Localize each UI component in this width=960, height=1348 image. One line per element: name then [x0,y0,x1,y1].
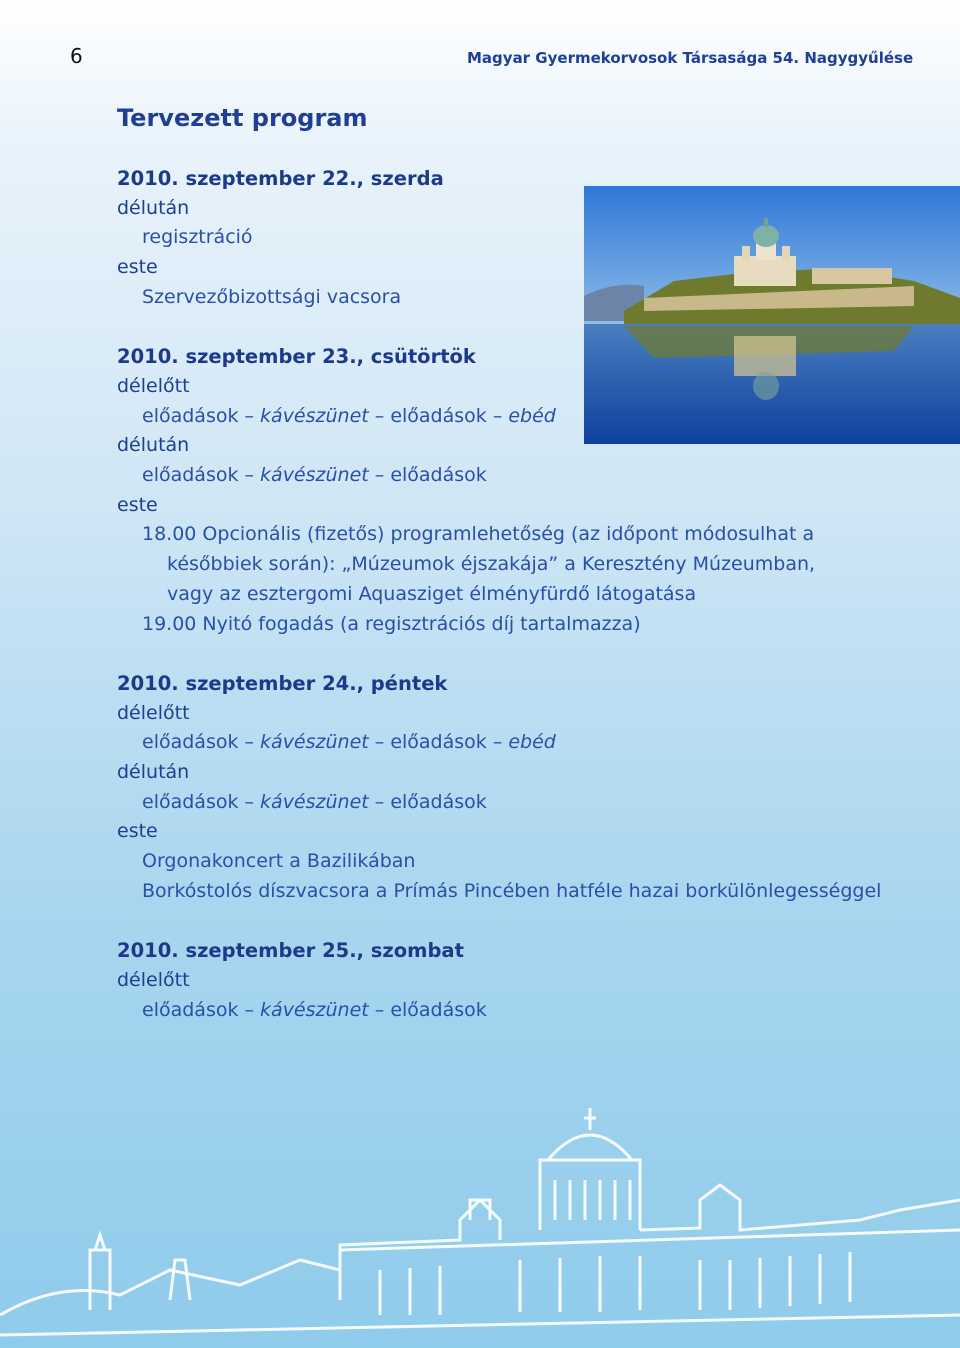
program-item [117,610,917,640]
day-weekday: , péntek [356,671,448,695]
program-item-text: 18.00 Opcionális (fizetős) programlehetőség (az időpont módosulhat a későbbiek során): „Múzeumok éjszakája” a Keresztény Múzeumban, vagy az esztergomi Aquasziget élményfürdő látogatása [142,523,816,605]
program-item [117,402,917,432]
day-date [117,669,917,699]
program-item-text: Borkóstolós díszvacsora a Prímás Pincében hatféle hazai borkülönlegességgel [142,879,882,902]
page-number: 6 [70,44,83,68]
basilica-silhouette-decoration [0,1100,960,1348]
program-day [117,936,917,1025]
time-slot-label: délután [117,434,190,457]
running-header: Magyar Gyermekorvosok Társasága 54. Nagygyűlése [467,49,914,67]
time-slot-label: délután [117,761,190,784]
program-item-text: előadások – [142,464,261,487]
day-weekday: , szombat [356,939,464,963]
day-date [117,936,917,966]
program-day [117,669,917,907]
time-slot-label: délelőtt [117,374,190,397]
program-item [117,520,867,609]
time-slot-label: délelőtt [117,968,190,991]
program-item-text: – előadások – [368,731,509,754]
program-item-italic: kávészünet [260,731,369,754]
program-item-text: – előadások – [368,404,509,427]
program-item-italic: ebéd [508,404,556,427]
program-item-text: regisztráció [142,226,253,249]
program-item-text: – előadások [368,790,487,813]
program-item-italic: ebéd [508,731,556,754]
program-item [117,877,917,907]
program-item [117,996,917,1026]
program-item-italic: kávészünet [260,404,369,427]
program-item [117,788,917,818]
time-slot-label: este [117,820,158,843]
time-slot-label: este [117,256,158,279]
program-item [117,461,917,491]
time-slot-label: délután [117,196,190,219]
program-item-text: előadások – [142,790,261,813]
program-item [117,728,917,758]
program-item-italic: kávészünet [260,790,369,813]
program-day [117,164,917,313]
program-item-text: Orgonakoncert a Bazilikában [142,850,416,873]
program-item-text: – előadások [368,998,487,1021]
program-item-italic: kávészünet [260,464,369,487]
day-date-bold: 2010. szeptember 25. [117,939,357,963]
program-list [117,164,917,1055]
program-item-text: előadások – [142,404,261,427]
program-item [117,223,917,253]
page-title: Tervezett program [117,104,368,132]
day-weekday: , csütörtök [356,345,476,369]
program-item [117,283,917,313]
program-item-text: előadások – [142,998,261,1021]
day-date-bold: 2010. szeptember 22. [117,167,357,190]
day-date-bold: 2010. szeptember 23. [117,345,357,369]
program-item-text: 19.00 Nyitó fogadás (a regisztrációs díj tartalmazza) [142,612,641,635]
program-item-text: – előadások [368,464,487,487]
program-item [117,847,917,877]
day-weekday: , szerda [356,167,444,190]
time-slot-label: délelőtt [117,701,190,724]
program-item-text: Szervezőbizottsági vacsora [142,285,402,308]
day-date [117,342,917,372]
program-item-italic: kávészünet [260,998,369,1021]
program-item-text: előadások – [142,731,261,754]
day-date-bold: 2010. szeptember 24. [117,671,357,695]
day-date [117,164,917,194]
time-slot-label: este [117,493,158,516]
program-day [117,342,917,639]
